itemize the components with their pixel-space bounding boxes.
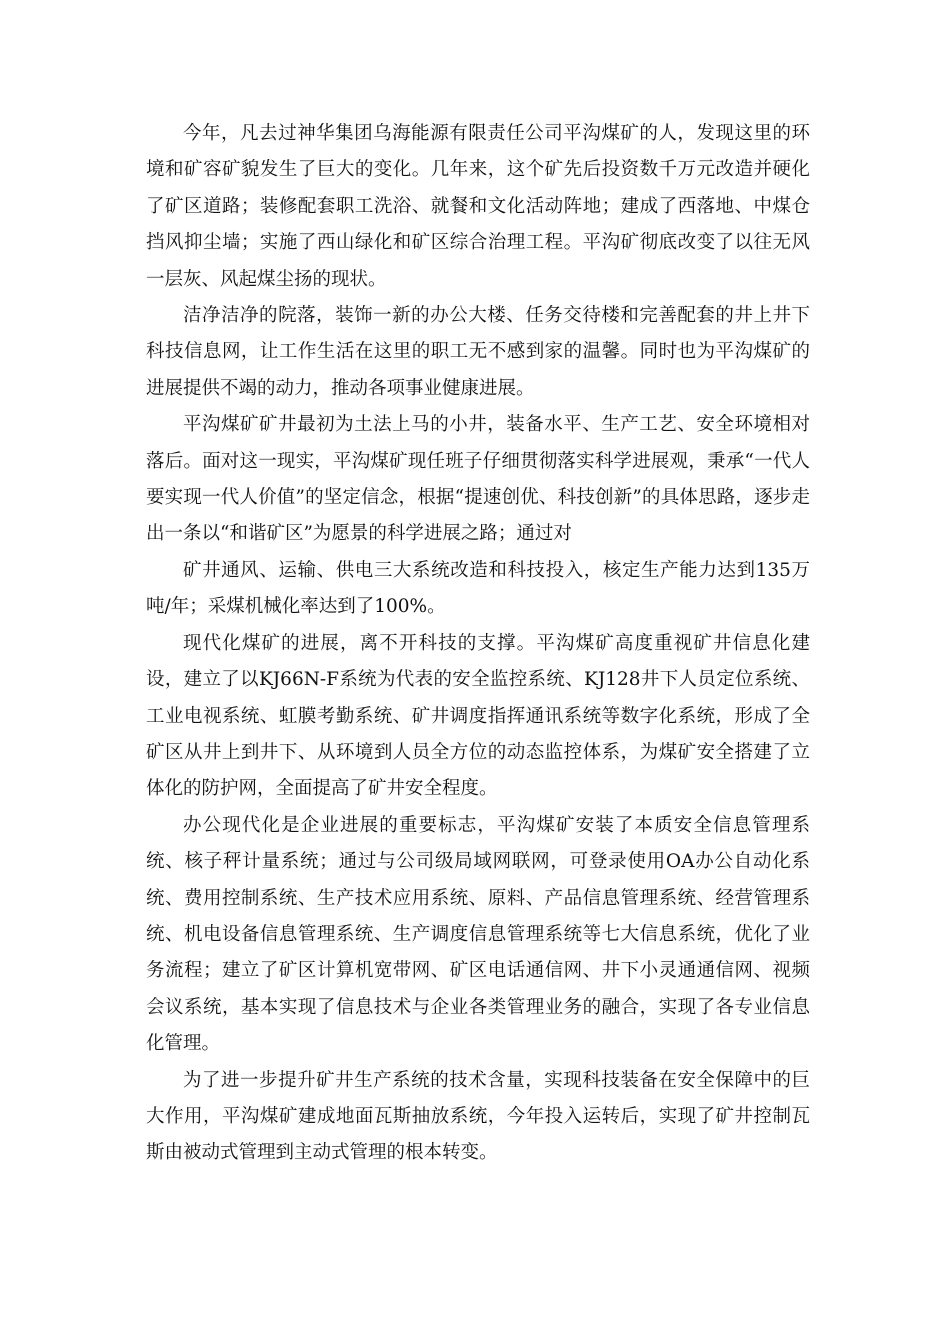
paragraph-4: 矿井通风、运输、供电三大系统改造和科技投入，核定生产能力达到135万吨/年；采煤机械化率达到了100%。 xyxy=(146,559,810,618)
paragraph-1: 今年，凡去过神华集团乌海能源有限责任公司平沟煤矿的人，发现这里的环境和矿容矿貌发生了巨大的变化。几年来，这个矿先后投资数千万元改造并硬化了矿区道路；装修配套职工洗浴、就餐和文化活动阵地；建成了西落地、中煤仓挡风抑尘墙；实施了西山绿化和矿区综合治理工程。平沟矿彻底改变了以往无风一层灰、风起煤尘扬的现状。 xyxy=(146,123,810,290)
paragraph-7: 为了进一步提升矿井生产系统的技术含量，实现科技装备在安全保障中的巨大作用，平沟煤矿建成地面瓦斯抽放系统，今年投入运转后，实现了矿井控制瓦斯由被动式管理到主动式管理的根本转变。 xyxy=(146,1069,810,1164)
paragraph-5: 现代化煤矿的进展，离不开科技的支撑。平沟煤矿高度重视矿井信息化建设，建立了以KJ66N-F系统为代表的安全监控系统、KJ128井下人员定位系统、工业电视系统、虹膜考勤系统、矿井调度指挥通讯系统等数字化系统，形成了全矿区从井上到井下、从环境到人员全方位的动态监控体系，为煤矿安全搭建了立体化的防护网，全面提高了矿井安全程度。 xyxy=(146,632,810,800)
paragraph-6: 办公现代化是企业进展的重要标志，平沟煤矿安装了本质安全信息管理系统、核子秤计量系统；通过与公司级局域网联网，可登录使用OA办公自动化系统、费用控制系统、生产技术应用系统、原料、产品信息管理系统、经营管理系统、机电设备信息管理系统、生产调度信息管理系统等七大信息系统，优化了业务流程；建立了矿区计算机宽带网、矿区电话通信网、井下小灵通通信网、视频会议系统，基本实现了信息技术与企业各类管理业务的融合，实现了各专业信息化管理。 xyxy=(146,814,810,1055)
paragraph-3: 平沟煤矿矿井最初为土法上马的小井，装备水平、生产工艺、安全环境相对落后。面对这一现实，平沟煤矿现任班子仔细贯彻落实科学进展观，秉承“一代人要实现一代人价值”的坚定信念，根据“提速创优、科技创新”的具体思路，逐步走出一条以“和谐矿区”为愿景的科学进展之路；通过对 xyxy=(146,414,810,545)
document-body xyxy=(146,116,810,1172)
paragraph-2: 洁净洁净的院落，装饰一新的办公大楼、任务交待楼和完善配套的井上井下科技信息网，让工作生活在这里的职工无不感到家的温馨。同时也为平沟煤矿的进展提供不竭的动力，推动各项事业健康进展。 xyxy=(146,305,810,399)
